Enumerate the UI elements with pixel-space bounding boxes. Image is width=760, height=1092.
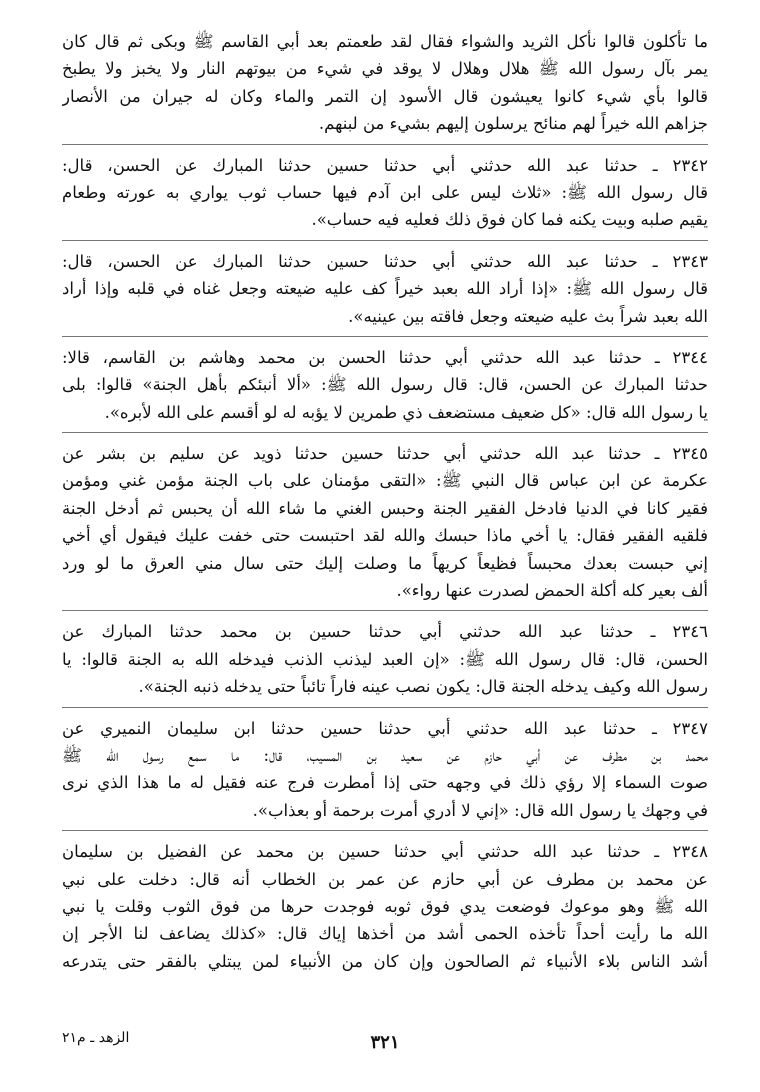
text-line: يمر بآل رسول الله ﷺ هلال وهلال لا يوقد في شيء من بيوتهم النار ولا يخبز ولا يطبخ xyxy=(62,59,708,79)
text-line: حدثنا المبارك عن الحسن، قال: قال رسول الله ﷺ: «ألا أنبئكم بأهل الجنة» قالوا: بلى xyxy=(62,375,708,395)
divider xyxy=(62,336,708,337)
text-line: في وجهك يا رسول الله قال: «إني لا أدري أمرت برحمة أو بعذاب». xyxy=(252,800,708,820)
hadith-heading: ٢٣٤٢ ـ حدثنا عبد الله حدثني أبي حدثنا حسين حدثنا المبارك عن الحسن، قال: xyxy=(62,155,708,175)
text-line: عن محمد بن مطرف عن أبي حازم عن عمر بن الخطاب أنه قال: دخلت على نبي xyxy=(62,869,708,889)
text-line: جزاهم الله خيراً لهم منائح يرسلون إليهم بشيء من لبنهم. xyxy=(318,114,708,134)
text-line: الله ﷺ وهو موعوك فوضعت يدي فوق ثوبه فوجدت حرها من فوق الثوب وقلت يا نبي xyxy=(62,896,708,916)
text-line: ألف بعير كله أكلة الحمض لصدرت عنها رواء». xyxy=(396,581,708,601)
text-line: فقير كانا في الدنيا فادخل الفقير الجنة وحبس الغني ما شاء الله أن يحبس ثم أدخل الجنة xyxy=(62,498,708,518)
text-line: قال رسول الله ﷺ: «إذا أراد الله بعبد خيراً كف عليه ضيعته وجعل غناه في قلبه وإذا أراد xyxy=(62,279,708,299)
text-line: قال رسول الله ﷺ: «ثلاث ليس على ابن آدم فيها حساب ثوب يواري به عورته وطعام xyxy=(62,182,708,202)
page-footer xyxy=(62,1030,708,1058)
text-line: فلقيه الفقير فقال: يا أخي ماذا حبسك والله لقد احتبست حتى خفت عليك فيقول أي أخي xyxy=(62,526,708,546)
text-line: إني حبست بعدك محبساً فظيعاً كريهاً ما وصلت إليك حتى سال مني العرق ما لو ورد xyxy=(62,553,708,573)
signature-mark: الزهد ـ م٢١ xyxy=(62,1030,130,1046)
hadith-2348 xyxy=(62,838,708,975)
divider xyxy=(62,240,708,241)
page-body xyxy=(62,28,708,1028)
text-line: قالوا بأي شيء كانوا يعيشون قال الأسود إن التمر والماء وكان له جيران من الأنصار xyxy=(62,86,708,106)
divider xyxy=(62,144,708,145)
text-line: الله بعبد شراً بث عليه ضيعته وجعل فاقته بين عينيه». xyxy=(348,306,708,326)
hadith-2343 xyxy=(62,248,708,330)
divider xyxy=(62,830,708,831)
text-line: يا رسول الله قال: «كل ضعيف مستضعف ذي طمرين لا يؤبه له لو أقسم على الله لأبره». xyxy=(104,402,708,422)
hadith-2344 xyxy=(62,344,708,426)
text-line: عكرمة عن ابن عباس قال النبي ﷺ: «التقى مؤمنان على باب الجنة مؤمن غني ومؤمن xyxy=(62,471,708,491)
page-number: ٣٢١ xyxy=(370,1032,400,1053)
hadith-2346 xyxy=(62,618,708,700)
hadith-2345 xyxy=(62,440,708,604)
divider xyxy=(62,707,708,708)
hadith-heading: ٢٣٤٤ ـ حدثنا عبد الله حدثني أبي حدثنا الحسن بن محمد وهاشم بن القاسم، قالا: xyxy=(62,347,708,367)
paragraph-intro xyxy=(62,28,708,138)
hadith-heading: ٢٣٤٣ ـ حدثنا عبد الله حدثني أبي حدثنا حسين حدثنا المبارك عن الحسن، قال: xyxy=(62,251,708,271)
text-line: أشد الناس بلاء الأنبياء ثم الصالحون وإن كان من الأنبياء لمن يبتلي بالفقر حتى يتدرعه xyxy=(62,951,708,971)
hadith-heading: ٢٣٤٨ ـ حدثنا عبد الله حدثني أبي حدثنا حسين بن محمد عن الفضيل بن سليمان xyxy=(62,842,708,862)
divider xyxy=(62,432,708,433)
text-line: محمد بن مطرف عن أبي حازم عن سعيد بن المسيب، قال: ما سمع رسول الله ﷺ xyxy=(62,745,708,765)
text-line: الحسن، قال: قال رسول الله ﷺ: «إن العبد ليذنب الذنب فيدخله الله به الجنة قالوا: يا xyxy=(62,649,708,669)
hadith-heading: ٢٣٤٥ ـ حدثنا عبد الله حدثني أبي حدثنا حسين حدثنا ذويد عن سليم بن بشر عن xyxy=(62,444,708,464)
text-line: رسول الله وكيف يدخله الجنة قال: يكون نصب عينه فاراً تائباً حتى يدخله ذنبه الجنة». xyxy=(138,677,708,697)
text-line: ما تأكلون قالوا نأكل الثريد والشواء فقال لقد طعمتم بعد أبي القاسم ﷺ وبكى ثم قال كان xyxy=(62,32,708,51)
hadith-heading: ٢٣٤٧ ـ حدثنا عبد الله حدثني أبي حدثنا حسين حدثنا ابن سليمان النميري عن xyxy=(62,718,708,738)
hadith-2347 xyxy=(62,715,708,825)
text-line: صوت السماء إلا رؤي ذلك في وجهه حتى إذا أمطرت فرج عنه فقيل له ما هذا الذي نرى xyxy=(62,773,708,793)
divider xyxy=(62,610,708,611)
hadith-2342 xyxy=(62,152,708,234)
text-line: الله ما رأيت أحداً تأخذه الحمى أشد من أخذها إياك قال: «كذلك يضاعف لنا الأجر إن xyxy=(62,924,708,944)
hadith-heading: ٢٣٤٦ ـ حدثنا عبد الله حدثني أبي حدثنا حسين بن محمد حدثنا المبارك عن xyxy=(62,622,708,642)
text-line: يقيم صلبه وبيت يكنه فما كان فوق ذلك فعليه فيه حساب». xyxy=(311,210,708,230)
